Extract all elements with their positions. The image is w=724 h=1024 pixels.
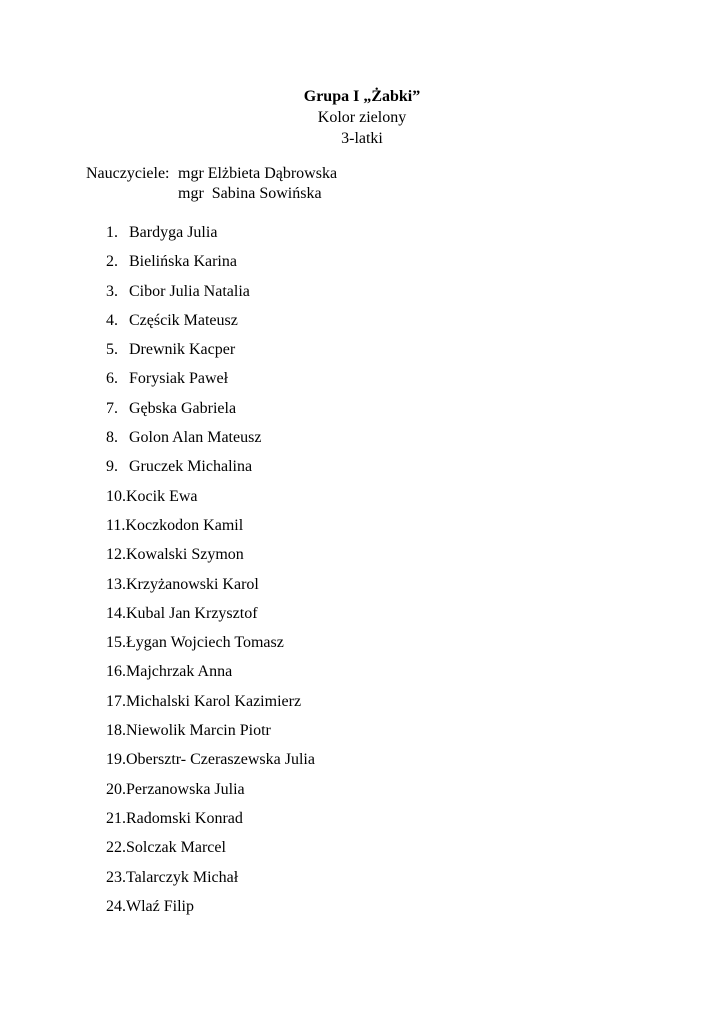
group-title: Grupa I „Żabki” <box>303 88 421 105</box>
list-item <box>106 282 315 311</box>
group-color: Kolor zielony <box>317 109 407 126</box>
list-item-name: Wlaź Filip <box>126 897 194 915</box>
teacher-row-1 <box>86 164 337 184</box>
list-item-name: Kowalski Szymon <box>126 546 244 564</box>
teacher-indent <box>86 184 178 204</box>
list-item-name: Michalski Karol Kazimierz <box>126 692 302 710</box>
list-item <box>106 575 315 604</box>
list-item-number: 2. <box>106 253 118 271</box>
list-item-number: 21. <box>106 809 126 827</box>
list-item-number: 11. <box>106 516 126 534</box>
list-item-name: Radomski Konrad <box>126 809 243 827</box>
list-item-name: Gruczek Michalina <box>129 458 253 476</box>
list-item <box>106 838 315 867</box>
list-item <box>106 545 315 574</box>
list-item <box>106 311 315 340</box>
list-item <box>106 487 315 516</box>
list-item-number: 8. <box>106 429 118 447</box>
list-item <box>106 369 315 398</box>
list-item-name: Solczak Marcel <box>126 839 226 857</box>
list-item-number: 24. <box>106 897 126 915</box>
list-item-name: Kocik Ewa <box>126 487 198 505</box>
list-item <box>106 897 315 926</box>
list-item <box>106 750 315 779</box>
teacher-row-2 <box>86 184 337 204</box>
list-item <box>106 516 315 545</box>
list-item <box>106 252 315 281</box>
list-item-number: 13. <box>106 575 126 593</box>
list-item-name: Talarczyk Michał <box>126 868 239 886</box>
list-item-number: 19. <box>106 751 126 769</box>
list-item <box>106 399 315 428</box>
list-item-name: Gębska Gabriela <box>129 399 237 417</box>
list-item-name: Golon Alan Mateusz <box>129 429 262 447</box>
list-item-number: 7. <box>106 399 118 417</box>
list-item <box>106 340 315 369</box>
list-item-number: 16. <box>106 663 126 681</box>
teachers-block <box>86 164 337 204</box>
list-item-number: 4. <box>106 311 118 329</box>
list-item-name: Cibor Julia Natalia <box>129 282 250 300</box>
group-age: 3-latki <box>341 130 383 147</box>
list-item-name: Majchrzak Anna <box>126 663 233 681</box>
list-item <box>106 780 315 809</box>
list-item-name: Forysiak Paweł <box>129 370 229 388</box>
list-item-name: Bardyga Julia <box>129 224 218 241</box>
list-item-name: Kubal Jan Krzysztof <box>126 604 258 622</box>
list-item-name: Bielińska Karina <box>129 253 237 271</box>
list-item-number: 10. <box>106 487 126 505</box>
list-item-number: 23. <box>106 868 126 886</box>
teachers-label: Nauczyciele: <box>86 165 170 182</box>
list-item-name: Perzanowska Julia <box>126 780 245 798</box>
list-item-number: 17. <box>106 692 126 710</box>
list-item-number: 1. <box>106 224 118 241</box>
list-item-number: 3. <box>106 282 118 300</box>
list-item-number: 12. <box>106 546 126 564</box>
list-item <box>106 604 315 633</box>
list-item-name: Krzyżanowski Karol <box>126 575 259 593</box>
list-item <box>106 662 315 691</box>
list-item-name: Drewnik Kacper <box>129 341 236 359</box>
list-item-number: 6. <box>106 370 118 388</box>
list-item-name: Niewolik Marcin Piotr <box>126 722 271 740</box>
list-item-number: 18. <box>106 722 126 740</box>
list-item <box>106 692 315 721</box>
document-header <box>0 86 724 149</box>
list-item-name: Częścik Mateusz <box>129 311 238 329</box>
list-item-number: 14. <box>106 604 126 622</box>
list-item-number: 5. <box>106 341 118 359</box>
children-list <box>106 223 315 926</box>
list-item <box>106 721 315 750</box>
list-item-name: Koczkodon Kamil <box>125 516 244 534</box>
teacher-name: mgr Sabina Sowińska <box>178 185 322 202</box>
list-item <box>106 868 315 897</box>
list-item-number: 22. <box>106 839 126 857</box>
teacher-name: mgr Elżbieta Dąbrowska <box>178 165 338 182</box>
list-item <box>106 809 315 838</box>
list-item-number: 9. <box>106 458 118 476</box>
list-item <box>106 457 315 486</box>
list-item-name: Łygan Wojciech Tomasz <box>126 634 284 652</box>
list-item-number: 20. <box>106 780 126 798</box>
list-item <box>106 223 315 252</box>
list-item-number: 15. <box>106 634 126 652</box>
list-item <box>106 428 315 457</box>
list-item <box>106 633 315 662</box>
list-item-name: Obersztr- Czeraszewska Julia <box>126 751 315 769</box>
